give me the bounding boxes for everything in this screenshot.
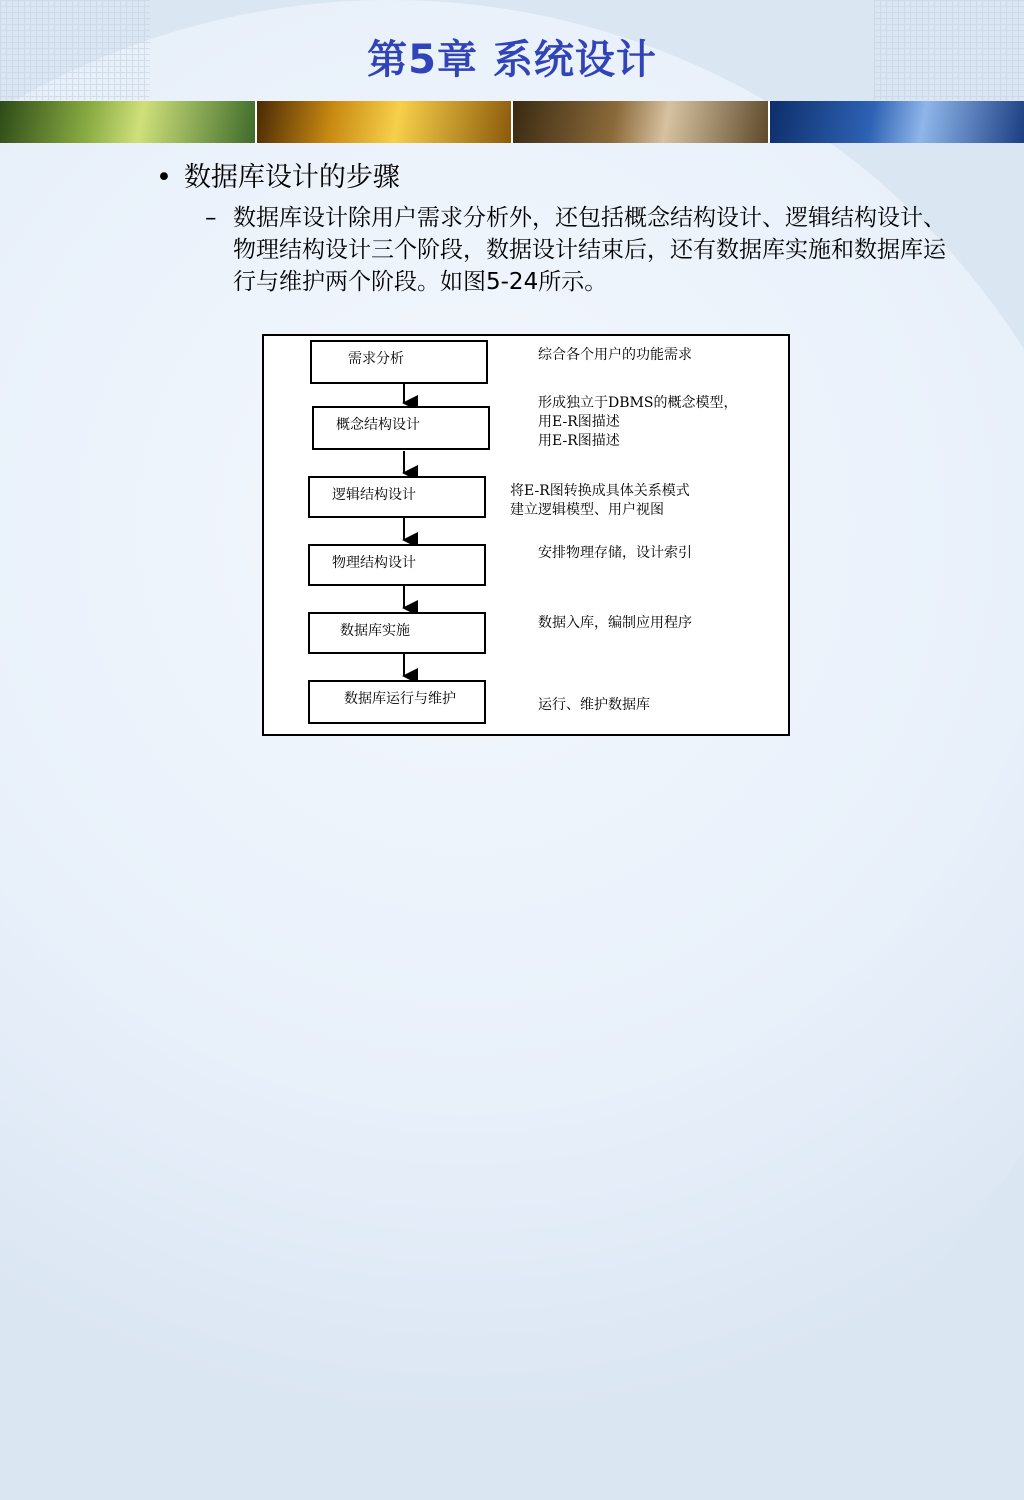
step-box-physical (308, 544, 486, 586)
step-box-logical (308, 476, 486, 518)
sub-bullet-text: 数据库设计除用户需求分析外，还包括概念结构设计、逻辑结构设计、物理结构设计三个阶段，数据设计结束后，还有数据库实施和数据库运行与维护两个阶段。如图5-24所示。 (233, 202, 950, 298)
sub-bullet (205, 202, 950, 298)
step-note-logical (510, 482, 690, 520)
slide-title: 第5章 系统设计 (0, 28, 1024, 85)
database-design-flowchart (262, 334, 790, 736)
note-line: 用E-R图描述 (538, 414, 620, 430)
note-line: 建立逻辑模型、用户视图 (510, 502, 664, 518)
step-box-requirements (310, 340, 488, 384)
banner-photo-plant (0, 101, 255, 143)
step-note-implementation (538, 614, 692, 633)
bullet-marker: • (156, 162, 172, 193)
sub-bullet-marker: – (205, 202, 217, 234)
step-label: 数据库运行与维护 (344, 688, 484, 708)
note-line: 综合各个用户的功能需求 (538, 347, 692, 363)
step-note-conceptual (538, 394, 737, 451)
step-note-physical (538, 544, 692, 563)
step-label: 需求分析 (348, 348, 486, 368)
banner-photo-disk (257, 101, 512, 143)
bullet-heading (156, 155, 400, 194)
note-line: 将E-R图转换成具体关系模式 (510, 483, 690, 499)
photo-banner (0, 101, 1024, 143)
note-line: 数据入库，编制应用程序 (538, 615, 692, 631)
note-line: 形成独立于DBMS的概念模型， (538, 395, 737, 411)
step-label: 逻辑结构设计 (332, 484, 484, 504)
step-box-conceptual (312, 406, 490, 450)
step-label: 数据库实施 (340, 620, 484, 640)
banner-photo-lab (513, 101, 768, 143)
step-note-requirements (538, 346, 692, 365)
step-box-maintenance (308, 680, 486, 724)
note-line: 安排物理存储，设计索引 (538, 545, 692, 561)
step-label: 物理结构设计 (332, 552, 484, 572)
note-line: 运行、维护数据库 (538, 697, 650, 713)
step-note-maintenance (538, 696, 650, 715)
banner-photo-keyboard (770, 101, 1024, 143)
bullet-text: 数据库设计的步骤 (184, 162, 400, 193)
note-line: 用E-R图描述 (538, 433, 620, 449)
step-box-implementation (308, 612, 486, 654)
step-label: 概念结构设计 (336, 414, 488, 434)
